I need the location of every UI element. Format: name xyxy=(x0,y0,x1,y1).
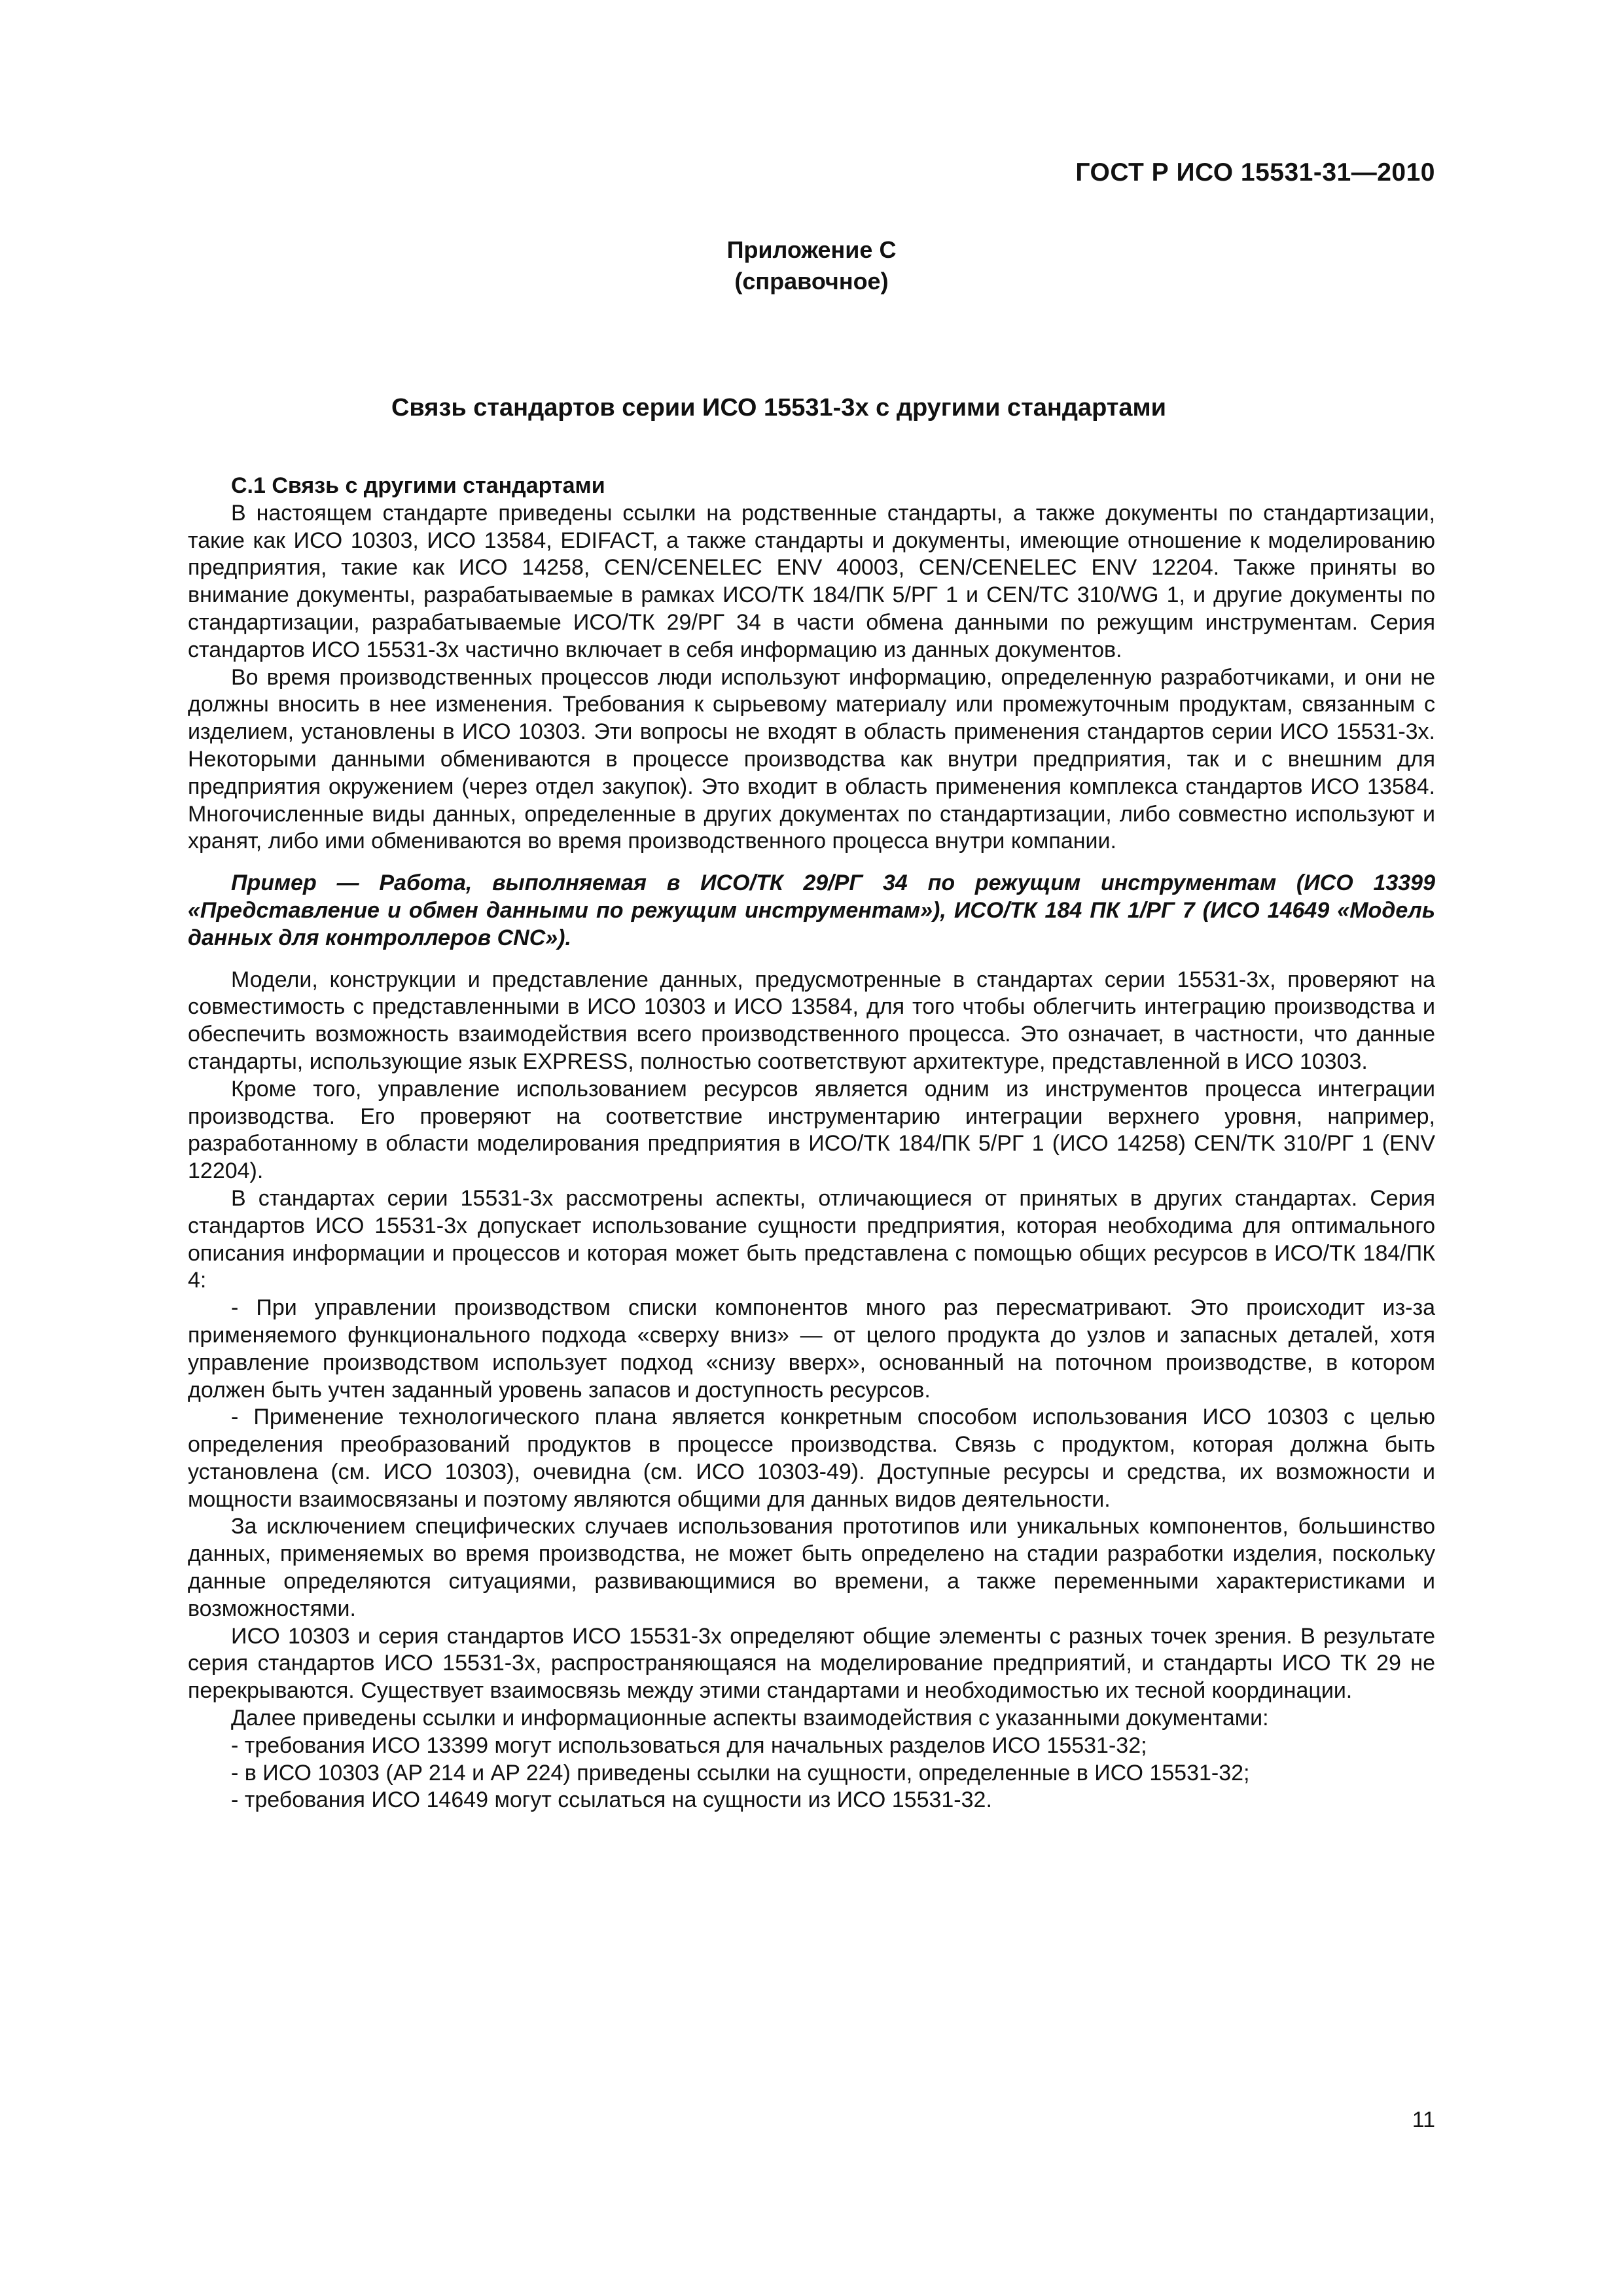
paragraph: ИСО 10303 и серия стандартов ИСО 15531-3х определяют общие элементы с разных точек зрения. В результате серия стандартов ИСО 15531-3х, распространяющаяся на моделирование предприятий, и стандарты ИСО ТК 29 не перекрываются. Существует взаимосвязь между этими стандартами и необходимостью их тесной координации. xyxy=(188,1623,1435,1704)
main-title: Связь стандартов серии ИСО 15531-3х с другими стандартами xyxy=(391,394,1167,422)
annex-title: Приложение С xyxy=(726,236,897,263)
paragraph: Кроме того, управление использованием ресурсов является одним из инструментов процесса интеграции производства. Его проверяют на соответствие инструментарию интеграции верхнего уровня, например, разработанному в области моделирования предприятия в ИСО/ТК 184/ПК 5/РГ 1 (ИСО 14258) CEN/TK 310/РГ 1 (ENV 12204). xyxy=(188,1076,1435,1184)
paragraph: Во время производственных процессов люди используют информацию, определенную разработчиками, и они не должны вносить в нее изменения. Требования к сырьевому материалу или промежуточным продуктам, связанным с изделием, установлены в ИСО 10303. Эти вопросы не входят в область применения стандартов серии ИСО 15531-3х. Некоторыми данными обмениваются в процессе производства как внутри предприятия, так и с внешним для предприятия окружением (через отдел закупок). Это входит в область применения комплекса стандартов ИСО 13584. Многочисленные виды данных, определенные в других документах по стандартизации, либо совместно используют и хранят, либо ими обмениваются во время производственного процесса внутри компании. xyxy=(188,664,1435,854)
paragraph: В настоящем стандарте приведены ссылки на родственные стандарты, а также документы по стандартизации, такие как ИСО 10303, ИСО 13584, EDIFACT, а также стандарты и документы, имеющие отношение к моделированию предприятия, такие как ИСО 14258, CEN/CENELEC ENV 40003, CEN/CENELEC ENV 12204. Также приняты во внимание документы, разрабатываемые в рамках ИСО/ТК 184/ПК 5/РГ 1 и CEN/TC 310/WG 1, и другие документы по стандартизации, разрабатываемые ИСО/ТК 29/РГ 34 в части обмена данными по режущим инструментам. Серия стандартов ИСО 15531-3х частично включает в себя информацию из данных документов. xyxy=(188,500,1435,662)
list-item: - требования ИСО 14649 могут ссылаться на сущности из ИСО 15531-32. xyxy=(231,1787,992,1813)
paragraph: В стандартах серии 15531-3х рассмотрены аспекты, отличающиеся от принятых в других стандартах. Серия стандартов ИСО 15531-3х допускает использование сущности предприятия, которая необходима для оптимального описания информации и процессов и которая может быть представлена с помощью общих ресурсов в ИСО/ТК 184/ПК 4: xyxy=(188,1185,1435,1293)
section-heading: С.1 Связь с другими стандартами xyxy=(231,473,605,498)
document-code: ГОСТ Р ИСО 15531-31—2010 xyxy=(1075,158,1435,187)
page-number: 11 xyxy=(1412,2108,1435,2132)
paragraph: Далее приведены ссылки и информационные аспекты взаимодействия с указанными документами: xyxy=(231,1706,1269,1731)
paragraph: - Применение технологического плана является конкретным способом использования ИСО 10303 с целью определения преобразований продуктов в процессе производства. Связь с продуктом, которая должна быть установлена (см. ИСО 10303), очевидна (см. ИСО 10303-49). Доступные ресурсы и средства, их возможности и мощности взаимосвязаны и поэтому являются общими для данных видов деятельности. xyxy=(188,1405,1435,1512)
annex-heading xyxy=(0,234,1623,297)
list-item: - в ИСО 10303 (AP 214 и AP 224) приведены ссылки на сущности, определенные в ИСО 15531-32; xyxy=(231,1760,1250,1785)
annex-status: (справочное) xyxy=(734,268,889,295)
paragraph: Модели, конструкции и представление данных, предусмотренные в стандартах серии 15531-3х, проверяют на совместимость с представленными в ИСО 10303 и ИСО 13584, для того чтобы облегчить интеграцию производства и обеспечить возможность взаимодействия всего производственного процесса. Это означает, в частности, что данные стандарты, использующие язык EXPRESS, полностью соответствуют архитектуре, представленной в ИСО 10303. xyxy=(188,967,1435,1074)
paragraph: За исключением специфических случаев использования прототипов или уникальных компонентов, большинство данных, применяемых во время производства, не может быть определено на стадии разработки изделия, поскольку данные определяются ситуациями, развивающимися во времени, а также переменными характеристиками и возможностями. xyxy=(188,1514,1435,1621)
list-item: - требования ИСО 13399 могут использоваться для начальных разделов ИСО 15531-32; xyxy=(231,1732,1147,1758)
example-paragraph: Пример — Работа, выполняемая в ИСО/ТК 29/РГ 34 по режущим инструментам (ИСО 13399 «Представление и обмен данными по режущим инструментам»), ИСО/ТК 184 ПК 1/РГ 7 (ИСО 14649 «Модель данных для контроллеров CNC»). xyxy=(188,870,1435,950)
body-text xyxy=(188,473,1435,1814)
paragraph: - При управлении производством списки компонентов много раз пересматривают. Это происходит из-за применяемого функционального подхода «сверху вниз» — от целого продукта до узлов и запасных деталей, хотя управление производством использует подход «снизу вверх», основанный на поточном производстве, в котором должен быть учтен заданный уровень запасов и доступность ресурсов. xyxy=(188,1295,1435,1403)
